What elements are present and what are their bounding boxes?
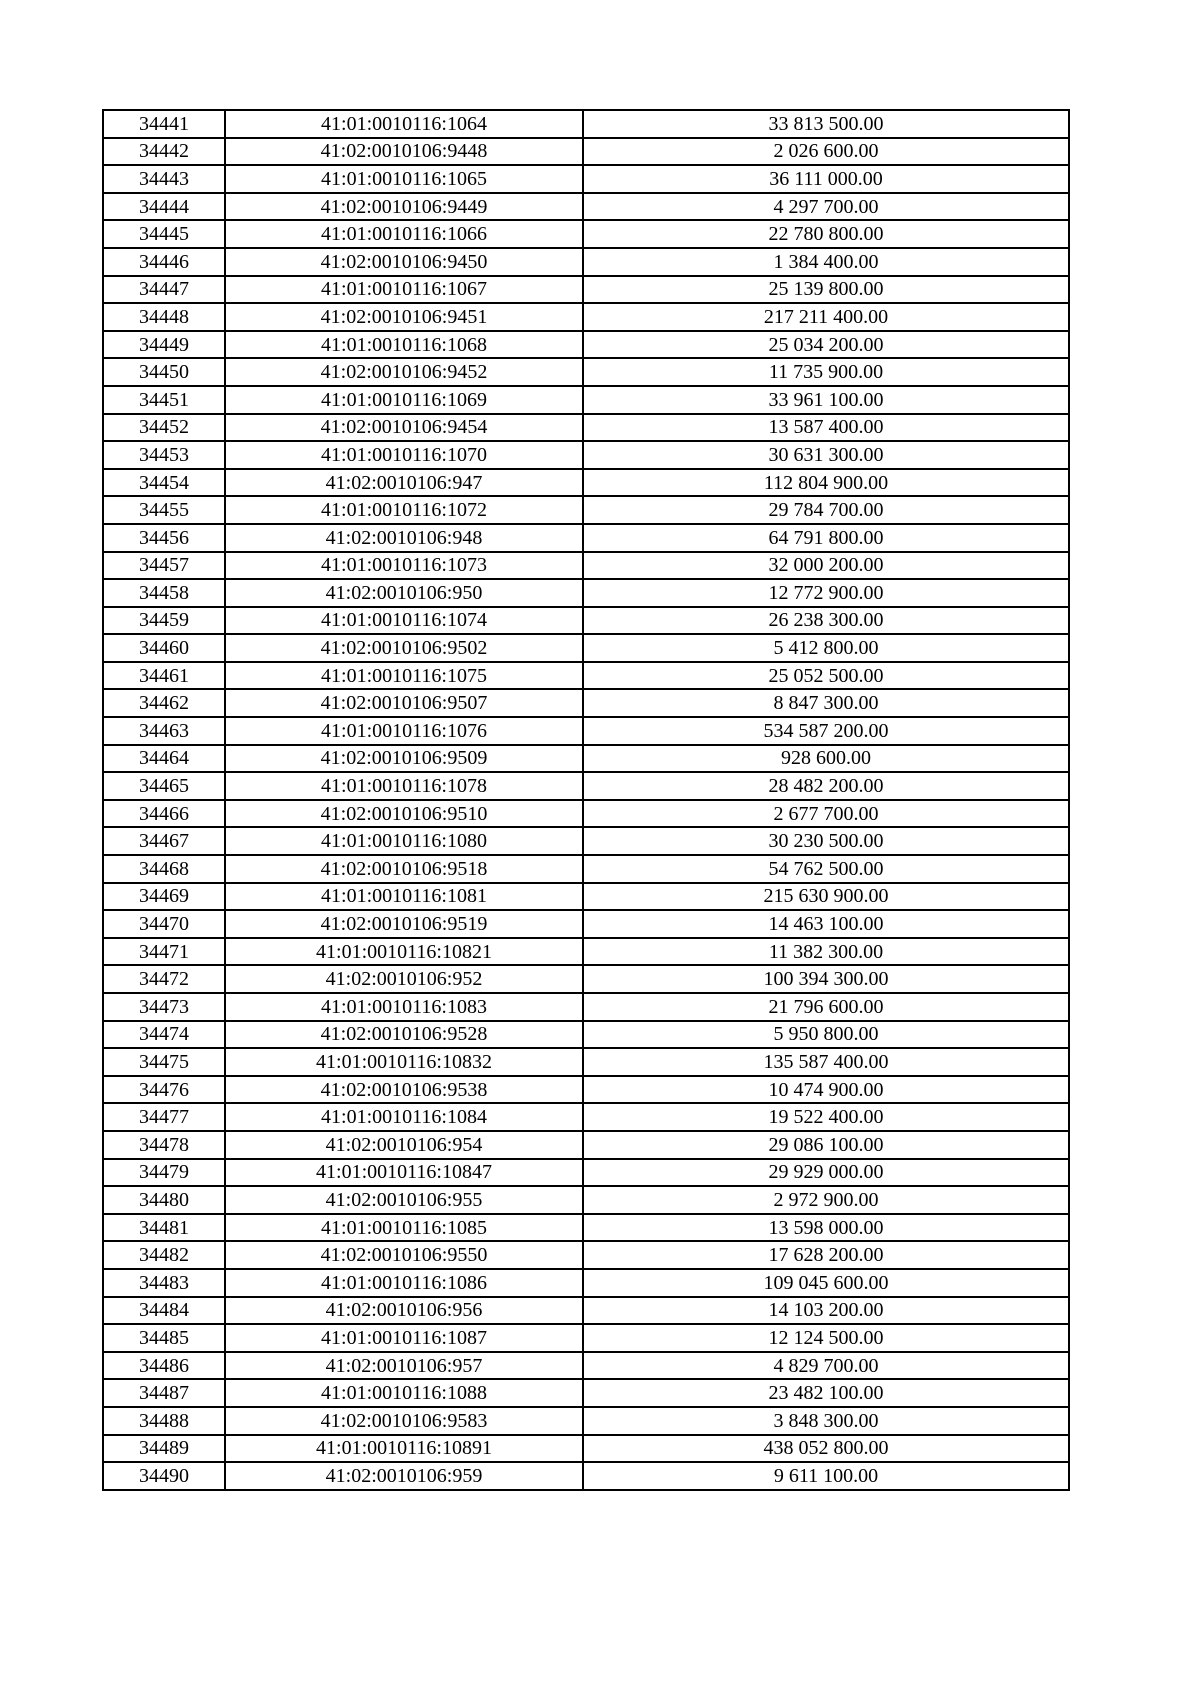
table-row	[103, 358, 1069, 386]
row-number-cell: 34441	[103, 110, 225, 138]
table-row	[103, 827, 1069, 855]
cadastral-number-cell: 41:02:0010106:9510	[225, 800, 583, 828]
cadastral-value-cell: 9 611 100.00	[583, 1462, 1069, 1490]
cadastral-number-cell: 41:01:0010116:1086	[225, 1269, 583, 1297]
table-row	[103, 1407, 1069, 1435]
row-number-cell: 34442	[103, 138, 225, 166]
cadastral-number-cell: 41:01:0010116:1064	[225, 110, 583, 138]
table-row	[103, 1297, 1069, 1325]
row-number-cell: 34470	[103, 910, 225, 938]
row-number-cell: 34464	[103, 745, 225, 773]
table-row	[103, 1435, 1069, 1463]
table-row	[103, 552, 1069, 580]
table-row	[103, 469, 1069, 497]
cadastral-value-cell: 30 631 300.00	[583, 441, 1069, 469]
cadastral-value-cell: 36 111 000.00	[583, 165, 1069, 193]
cadastral-value-cell: 2 677 700.00	[583, 800, 1069, 828]
row-number-cell: 34455	[103, 496, 225, 524]
cadastral-value-cell: 109 045 600.00	[583, 1269, 1069, 1297]
row-number-cell: 34449	[103, 331, 225, 359]
cadastral-value-cell: 100 394 300.00	[583, 965, 1069, 993]
cadastral-value-cell: 215 630 900.00	[583, 883, 1069, 911]
cadastral-value-cell: 25 052 500.00	[583, 662, 1069, 690]
row-number-cell: 34476	[103, 1076, 225, 1104]
row-number-cell: 34460	[103, 634, 225, 662]
cadastral-value-cell: 2 026 600.00	[583, 138, 1069, 166]
table-row	[103, 386, 1069, 414]
row-number-cell: 34459	[103, 607, 225, 635]
cadastral-number-cell: 41:01:0010116:1085	[225, 1214, 583, 1242]
cadastral-number-cell: 41:02:0010106:948	[225, 524, 583, 552]
cadastral-value-cell: 33 813 500.00	[583, 110, 1069, 138]
table-row	[103, 138, 1069, 166]
cadastral-value-cell: 438 052 800.00	[583, 1435, 1069, 1463]
cadastral-value-cell: 217 211 400.00	[583, 303, 1069, 331]
cadastral-number-cell: 41:02:0010106:9452	[225, 358, 583, 386]
row-number-cell: 34486	[103, 1352, 225, 1380]
cadastral-value-cell: 10 474 900.00	[583, 1076, 1069, 1104]
table-row	[103, 1076, 1069, 1104]
cadastral-number-cell: 41:01:0010116:1076	[225, 717, 583, 745]
cadastral-value-cell: 29 929 000.00	[583, 1159, 1069, 1187]
row-number-cell: 34482	[103, 1241, 225, 1269]
cadastral-value-cell: 8 847 300.00	[583, 689, 1069, 717]
table-row	[103, 303, 1069, 331]
row-number-cell: 34447	[103, 276, 225, 304]
table-row	[103, 1186, 1069, 1214]
cadastral-number-cell: 41:02:0010106:9583	[225, 1407, 583, 1435]
cadastral-number-cell: 41:01:0010116:1078	[225, 772, 583, 800]
table-row	[103, 193, 1069, 221]
cadastral-number-cell: 41:01:0010116:1087	[225, 1324, 583, 1352]
cadastral-number-cell: 41:02:0010106:9507	[225, 689, 583, 717]
cadastral-number-cell: 41:02:0010106:9550	[225, 1241, 583, 1269]
cadastral-number-cell: 41:02:0010106:9454	[225, 414, 583, 442]
cadastral-value-cell: 928 600.00	[583, 745, 1069, 773]
cadastral-value-cell: 5 412 800.00	[583, 634, 1069, 662]
cadastral-number-cell: 41:02:0010106:9448	[225, 138, 583, 166]
cadastral-number-cell: 41:02:0010106:9502	[225, 634, 583, 662]
cadastral-value-cell: 534 587 200.00	[583, 717, 1069, 745]
row-number-cell: 34446	[103, 248, 225, 276]
cadastral-value-cell: 2 972 900.00	[583, 1186, 1069, 1214]
row-number-cell: 34461	[103, 662, 225, 690]
cadastral-number-cell: 41:01:0010116:1065	[225, 165, 583, 193]
cadastral-value-cell: 3 848 300.00	[583, 1407, 1069, 1435]
row-number-cell: 34483	[103, 1269, 225, 1297]
table-row	[103, 800, 1069, 828]
cadastral-number-cell: 41:01:0010116:1088	[225, 1379, 583, 1407]
table-row	[103, 607, 1069, 635]
table-body	[103, 110, 1069, 1490]
cadastral-value-cell: 26 238 300.00	[583, 607, 1069, 635]
row-number-cell: 34474	[103, 1021, 225, 1049]
table-row	[103, 1021, 1069, 1049]
cadastral-value-table	[102, 109, 1070, 1491]
cadastral-value-cell: 1 384 400.00	[583, 248, 1069, 276]
row-number-cell: 34453	[103, 441, 225, 469]
cadastral-number-cell: 41:02:0010106:950	[225, 579, 583, 607]
table-row	[103, 938, 1069, 966]
cadastral-value-cell: 25 034 200.00	[583, 331, 1069, 359]
cadastral-number-cell: 41:02:0010106:9519	[225, 910, 583, 938]
row-number-cell: 34489	[103, 1435, 225, 1463]
row-number-cell: 34458	[103, 579, 225, 607]
cadastral-number-cell: 41:01:0010116:10847	[225, 1159, 583, 1187]
cadastral-number-cell: 41:01:0010116:1084	[225, 1103, 583, 1131]
table-row	[103, 1269, 1069, 1297]
row-number-cell: 34480	[103, 1186, 225, 1214]
cadastral-value-cell: 30 230 500.00	[583, 827, 1069, 855]
table-row	[103, 1462, 1069, 1490]
row-number-cell: 34469	[103, 883, 225, 911]
table-row	[103, 772, 1069, 800]
table-row	[103, 1324, 1069, 1352]
row-number-cell: 34487	[103, 1379, 225, 1407]
table-row	[103, 965, 1069, 993]
cadastral-number-cell: 41:02:0010106:955	[225, 1186, 583, 1214]
row-number-cell: 34475	[103, 1048, 225, 1076]
row-number-cell: 34488	[103, 1407, 225, 1435]
row-number-cell: 34443	[103, 165, 225, 193]
table-row	[103, 1159, 1069, 1187]
table-row	[103, 276, 1069, 304]
row-number-cell: 34471	[103, 938, 225, 966]
row-number-cell: 34462	[103, 689, 225, 717]
cadastral-number-cell: 41:02:0010106:952	[225, 965, 583, 993]
cadastral-value-cell: 17 628 200.00	[583, 1241, 1069, 1269]
table-row	[103, 662, 1069, 690]
cadastral-value-cell: 4 297 700.00	[583, 193, 1069, 221]
row-number-cell: 34452	[103, 414, 225, 442]
cadastral-number-cell: 41:02:0010106:959	[225, 1462, 583, 1490]
table-row	[103, 1048, 1069, 1076]
row-number-cell: 34451	[103, 386, 225, 414]
row-number-cell: 34465	[103, 772, 225, 800]
cadastral-value-cell: 12 124 500.00	[583, 1324, 1069, 1352]
cadastral-value-cell: 4 829 700.00	[583, 1352, 1069, 1380]
cadastral-number-cell: 41:01:0010116:1072	[225, 496, 583, 524]
table-row	[103, 1214, 1069, 1242]
cadastral-value-cell: 23 482 100.00	[583, 1379, 1069, 1407]
cadastral-number-cell: 41:02:0010106:947	[225, 469, 583, 497]
row-number-cell: 34444	[103, 193, 225, 221]
cadastral-value-cell: 25 139 800.00	[583, 276, 1069, 304]
cadastral-value-cell: 54 762 500.00	[583, 855, 1069, 883]
row-number-cell: 34473	[103, 993, 225, 1021]
row-number-cell: 34481	[103, 1214, 225, 1242]
table-row	[103, 634, 1069, 662]
table-row	[103, 689, 1069, 717]
cadastral-number-cell: 41:02:0010106:9450	[225, 248, 583, 276]
cadastral-value-cell: 29 086 100.00	[583, 1131, 1069, 1159]
cadastral-number-cell: 41:02:0010106:9449	[225, 193, 583, 221]
cadastral-number-cell: 41:01:0010116:1075	[225, 662, 583, 690]
cadastral-value-cell: 28 482 200.00	[583, 772, 1069, 800]
table-row	[103, 745, 1069, 773]
cadastral-value-cell: 21 796 600.00	[583, 993, 1069, 1021]
cadastral-value-cell: 13 587 400.00	[583, 414, 1069, 442]
table-row	[103, 855, 1069, 883]
cadastral-value-cell: 22 780 800.00	[583, 220, 1069, 248]
cadastral-number-cell: 41:01:0010116:10891	[225, 1435, 583, 1463]
cadastral-number-cell: 41:01:0010116:1081	[225, 883, 583, 911]
cadastral-number-cell: 41:02:0010106:9538	[225, 1076, 583, 1104]
table-row	[103, 496, 1069, 524]
table-row	[103, 910, 1069, 938]
cadastral-value-cell: 12 772 900.00	[583, 579, 1069, 607]
table-row	[103, 331, 1069, 359]
row-number-cell: 34463	[103, 717, 225, 745]
cadastral-value-cell: 14 103 200.00	[583, 1297, 1069, 1325]
cadastral-value-cell: 32 000 200.00	[583, 552, 1069, 580]
cadastral-number-cell: 41:01:0010116:1067	[225, 276, 583, 304]
table-row	[103, 993, 1069, 1021]
table-row	[103, 524, 1069, 552]
cadastral-number-cell: 41:02:0010106:954	[225, 1131, 583, 1159]
cadastral-value-cell: 135 587 400.00	[583, 1048, 1069, 1076]
row-number-cell: 34477	[103, 1103, 225, 1131]
row-number-cell: 34457	[103, 552, 225, 580]
table-row	[103, 1103, 1069, 1131]
row-number-cell: 34472	[103, 965, 225, 993]
table-row	[103, 110, 1069, 138]
cadastral-value-cell: 13 598 000.00	[583, 1214, 1069, 1242]
row-number-cell: 34478	[103, 1131, 225, 1159]
cadastral-value-cell: 33 961 100.00	[583, 386, 1069, 414]
cadastral-number-cell: 41:01:0010116:1070	[225, 441, 583, 469]
cadastral-number-cell: 41:02:0010106:956	[225, 1297, 583, 1325]
table-row	[103, 1352, 1069, 1380]
cadastral-value-cell: 5 950 800.00	[583, 1021, 1069, 1049]
table-row	[103, 1241, 1069, 1269]
cadastral-value-cell: 19 522 400.00	[583, 1103, 1069, 1131]
table-row	[103, 414, 1069, 442]
row-number-cell: 34448	[103, 303, 225, 331]
cadastral-number-cell: 41:01:0010116:1080	[225, 827, 583, 855]
row-number-cell: 34479	[103, 1159, 225, 1187]
cadastral-value-cell: 64 791 800.00	[583, 524, 1069, 552]
cadastral-number-cell: 41:02:0010106:9518	[225, 855, 583, 883]
cadastral-number-cell: 41:01:0010116:1074	[225, 607, 583, 635]
table-row	[103, 579, 1069, 607]
cadastral-number-cell: 41:01:0010116:1083	[225, 993, 583, 1021]
table-row	[103, 1131, 1069, 1159]
cadastral-value-cell: 112 804 900.00	[583, 469, 1069, 497]
cadastral-value-cell: 11 735 900.00	[583, 358, 1069, 386]
table-row	[103, 441, 1069, 469]
row-number-cell: 34450	[103, 358, 225, 386]
row-number-cell: 34456	[103, 524, 225, 552]
cadastral-number-cell: 41:01:0010116:1066	[225, 220, 583, 248]
cadastral-number-cell: 41:01:0010116:10821	[225, 938, 583, 966]
table-row	[103, 248, 1069, 276]
row-number-cell: 34445	[103, 220, 225, 248]
cadastral-number-cell: 41:01:0010116:1073	[225, 552, 583, 580]
table-row	[103, 220, 1069, 248]
row-number-cell: 34466	[103, 800, 225, 828]
table-row	[103, 883, 1069, 911]
table-row	[103, 717, 1069, 745]
cadastral-number-cell: 41:01:0010116:1068	[225, 331, 583, 359]
cadastral-number-cell: 41:02:0010106:9528	[225, 1021, 583, 1049]
cadastral-value-cell: 11 382 300.00	[583, 938, 1069, 966]
cadastral-number-cell: 41:02:0010106:9509	[225, 745, 583, 773]
row-number-cell: 34485	[103, 1324, 225, 1352]
row-number-cell: 34468	[103, 855, 225, 883]
cadastral-number-cell: 41:02:0010106:9451	[225, 303, 583, 331]
row-number-cell: 34467	[103, 827, 225, 855]
cadastral-value-cell: 14 463 100.00	[583, 910, 1069, 938]
cadastral-value-cell: 29 784 700.00	[583, 496, 1069, 524]
table-row	[103, 165, 1069, 193]
row-number-cell: 34454	[103, 469, 225, 497]
cadastral-number-cell: 41:01:0010116:1069	[225, 386, 583, 414]
row-number-cell: 34484	[103, 1297, 225, 1325]
cadastral-number-cell: 41:01:0010116:10832	[225, 1048, 583, 1076]
table-row	[103, 1379, 1069, 1407]
cadastral-number-cell: 41:02:0010106:957	[225, 1352, 583, 1380]
row-number-cell: 34490	[103, 1462, 225, 1490]
